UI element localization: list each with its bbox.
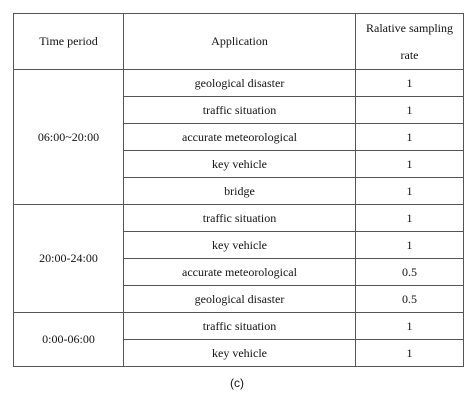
application-cell: key vehicle — [124, 232, 356, 259]
figure-caption: (c) — [230, 376, 244, 390]
application-cell: accurate meteorological — [124, 259, 356, 286]
sampling-rate-table-container — [13, 13, 463, 367]
header-sampling-rate — [356, 14, 464, 70]
rate-cell: 1 — [356, 313, 464, 340]
application-cell: geological disaster — [124, 70, 356, 97]
header-sampling-rate-line1: Ralative sampling — [366, 20, 453, 35]
rate-cell: 1 — [356, 70, 464, 97]
header-time-period: Time period — [14, 14, 124, 70]
rate-cell: 0.5 — [356, 259, 464, 286]
header-row — [14, 14, 464, 70]
application-cell: traffic situation — [124, 97, 356, 124]
application-cell: traffic situation — [124, 205, 356, 232]
header-sampling-rate-line2: rate — [400, 47, 419, 62]
table-row — [14, 205, 464, 232]
application-cell: key vehicle — [124, 340, 356, 367]
table-row — [14, 313, 464, 340]
application-cell: accurate meteorological — [124, 124, 356, 151]
application-cell: bridge — [124, 178, 356, 205]
rate-cell: 1 — [356, 178, 464, 205]
sampling-rate-table — [13, 13, 464, 367]
time-period-cell: 06:00~20:00 — [14, 70, 124, 205]
table-row — [14, 70, 464, 97]
application-cell: key vehicle — [124, 151, 356, 178]
time-period-cell: 0:00-06:00 — [14, 313, 124, 367]
rate-cell: 1 — [356, 232, 464, 259]
application-cell: traffic situation — [124, 313, 356, 340]
rate-cell: 1 — [356, 97, 464, 124]
rate-cell: 1 — [356, 340, 464, 367]
time-period-cell: 20:00-24:00 — [14, 205, 124, 313]
rate-cell: 0.5 — [356, 286, 464, 313]
rate-cell: 1 — [356, 151, 464, 178]
application-cell: geological disaster — [124, 286, 356, 313]
rate-cell: 1 — [356, 205, 464, 232]
header-application: Application — [124, 14, 356, 70]
rate-cell: 1 — [356, 124, 464, 151]
